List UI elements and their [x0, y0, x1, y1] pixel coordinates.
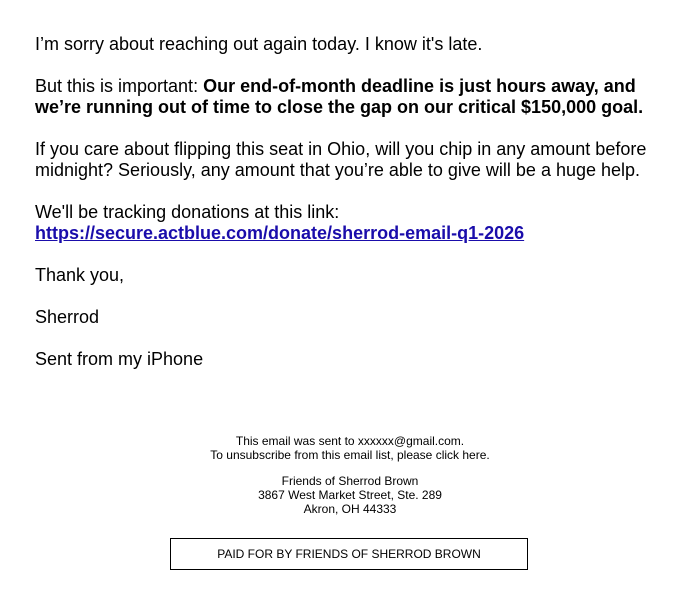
important-bold-text: Our end-of-month deadline is just hours away, and we’re running out of time to close the gap on our critical $150,000 goal. [35, 76, 644, 117]
ask-paragraph: If you care about flipping this seat in Ohio, will you chip in any amount before midnight? Seriously, any amount that you’re able to give will be a huge help. [35, 139, 647, 180]
sent-from-text: Sent from my iPhone [35, 349, 204, 369]
donate-link[interactable]: https://secure.actblue.com/donate/sherrod-email-q1-2026 [35, 223, 525, 243]
tracking-text: We'll be tracking donations at this link: [35, 202, 340, 222]
important-paragraph [35, 76, 665, 118]
recipient-block [0, 434, 700, 462]
email-footer [0, 434, 700, 528]
sent-to-text: This email was sent to xxxxxx@gmail.com. [235, 434, 465, 448]
tracking-paragraph [35, 202, 665, 244]
email-body [35, 34, 665, 391]
unsubscribe-link[interactable]: To unsubscribe from this email list, please click here. [210, 448, 490, 462]
intro-paragraph: I’m sorry about reaching out again today. I know it's late. [35, 34, 483, 54]
signature-text: Sherrod [35, 307, 100, 327]
address-line-2: Akron, OH 44333 [303, 502, 397, 516]
paid-for-disclaimer: PAID FOR BY FRIENDS OF SHERROD BROWN [170, 538, 528, 570]
address-line-1: 3867 West Market Street, Ste. 289 [258, 488, 442, 502]
closing-text: Thank you, [35, 265, 125, 285]
address-block [0, 474, 700, 516]
org-name: Friends of Sherrod Brown [281, 474, 419, 488]
important-lead: But this is important: [35, 76, 204, 96]
